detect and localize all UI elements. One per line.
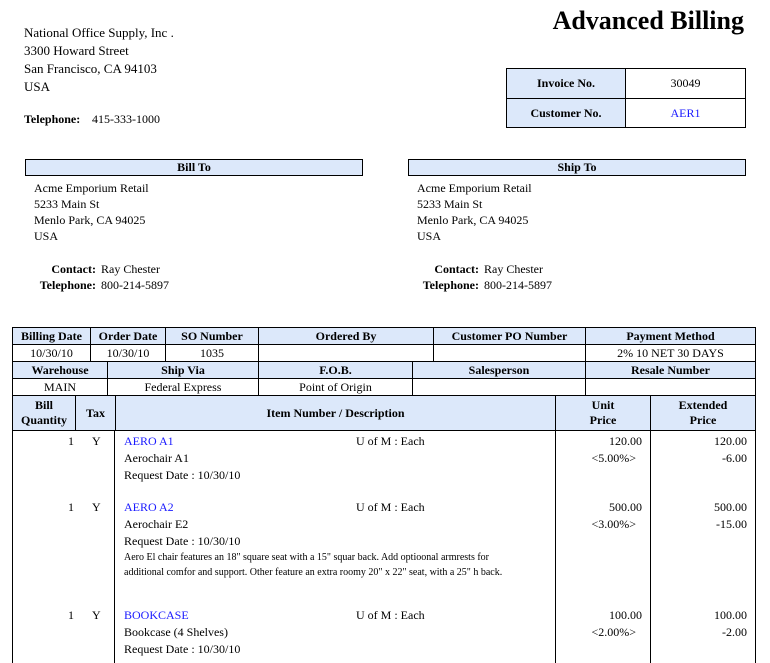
item-unit-price: 120.00 (609, 434, 642, 448)
bill-to-city: Menlo Park, CA 94025 (34, 213, 146, 227)
item-number-link[interactable]: BOOKCASE (124, 608, 189, 622)
resale-number (585, 378, 756, 396)
warehouse-header: Warehouse (12, 361, 108, 379)
ship-to-contact: Ray Chester (484, 262, 543, 276)
ship-via-header: Ship Via (107, 361, 259, 379)
company-city: San Francisco, CA 94103 (24, 61, 157, 76)
item-number-link[interactable]: AERO A2 (124, 500, 174, 514)
company-telephone-label: Telephone: (24, 112, 81, 126)
salesperson-header: Salesperson (412, 361, 586, 379)
tax-header: Tax (75, 395, 116, 431)
item-uom: U of M : Each (356, 434, 425, 448)
payment-method-header: Payment Method (585, 327, 756, 345)
warehouse: MAIN (12, 378, 108, 396)
item-extended-discount: -2.00 (722, 625, 747, 639)
company-telephone: 415-333-1000 (92, 112, 160, 126)
customer-no-label: Customer No. (506, 98, 626, 128)
item-uom: U of M : Each (356, 500, 425, 514)
ship-to-telephone: 800-214-5897 (484, 278, 552, 292)
so-number-header: SO Number (165, 327, 259, 345)
item-request-date: Request Date : 10/30/10 (124, 534, 241, 548)
invoice-no: 30049 (625, 68, 746, 99)
item-number-link[interactable]: AERO A1 (124, 434, 174, 448)
resale-number-header: Resale Number (585, 361, 756, 379)
ship-to-contact-label: Contact: (434, 262, 479, 276)
item-note: Aero El chair features an 18" square seat with a 15" squar back. Add optioonal armrests for additional comfor and support. Other feature an extra roomy 20" x 22" seat, with a 25" h back. (124, 552, 503, 578)
unit-price-header: Unit Price (555, 395, 651, 431)
item-extended-price: 500.00 (714, 500, 747, 514)
item-description: Aerochair E2 (124, 517, 189, 531)
ordered-by-header: Ordered By (258, 327, 434, 345)
bill-to-name: Acme Emporium Retail (34, 181, 149, 195)
bill-quantity-header: Bill Quantity (12, 395, 76, 431)
item-extended-discount: -6.00 (722, 451, 747, 465)
item-discount: <2.00%> (591, 625, 636, 639)
invoice-no-label: Invoice No. (506, 68, 626, 99)
ship-to-street: 5233 Main St (417, 197, 483, 211)
item-quantity: 1 (68, 434, 74, 448)
payment-method: 2% 10 NET 30 DAYS (585, 344, 756, 362)
order-date-header: Order Date (90, 327, 166, 345)
item-tax: Y (92, 608, 101, 622)
bill-to-street: 5233 Main St (34, 197, 100, 211)
item-discount: <5.00%> (591, 451, 636, 465)
item-tax: Y (92, 500, 101, 514)
item-extended-discount: -15.00 (716, 517, 747, 531)
item-request-date: Request Date : 10/30/10 (124, 642, 241, 656)
item-extended-price: 100.00 (714, 608, 747, 622)
ship-to-header: Ship To (408, 159, 746, 176)
item-tax: Y (92, 434, 101, 448)
item-request-date: Request Date : 10/30/10 (124, 468, 241, 482)
item-description: Aerochair A1 (124, 451, 189, 465)
bill-to-contact-label: Contact: (51, 262, 96, 276)
customer-no[interactable]: AER1 (625, 98, 746, 128)
salesperson (412, 378, 586, 396)
bill-to-contact: Ray Chester (101, 262, 160, 276)
ship-to-country: USA (417, 229, 442, 243)
ship-to-name: Acme Emporium Retail (417, 181, 532, 195)
item-extended-price: 120.00 (714, 434, 747, 448)
ship-to-telephone-label: Telephone: (422, 278, 479, 292)
ordered-by (258, 344, 434, 362)
bill-to-telephone: 800-214-5897 (101, 278, 169, 292)
item-discount: <3.00%> (591, 517, 636, 531)
item-unit-price: 100.00 (609, 608, 642, 622)
item-description: Bookcase (4 Shelves) (124, 625, 228, 639)
item-unit-price: 500.00 (609, 500, 642, 514)
billing-date: 10/30/10 (12, 344, 91, 362)
description-header: Item Number / Description (115, 395, 556, 431)
fob-header: F.O.B. (258, 361, 413, 379)
item-quantity: 1 (68, 608, 74, 622)
bill-to-telephone-label: Telephone: (39, 278, 96, 292)
bill-to-country: USA (34, 229, 59, 243)
item-uom: U of M : Each (356, 608, 425, 622)
item-quantity: 1 (68, 500, 74, 514)
extended-price-header: Extended Price (650, 395, 756, 431)
ship-via: Federal Express (107, 378, 259, 396)
ship-to-city: Menlo Park, CA 94025 (417, 213, 529, 227)
customer-po (433, 344, 586, 362)
fob: Point of Origin (258, 378, 413, 396)
page-title: Advanced Billing (552, 6, 744, 35)
company-name: National Office Supply, Inc . (24, 25, 174, 40)
bill-to-header: Bill To (25, 159, 363, 176)
order-date: 10/30/10 (90, 344, 166, 362)
company-country: USA (24, 79, 51, 94)
billing-date-header: Billing Date (12, 327, 91, 345)
company-street: 3300 Howard Street (24, 43, 129, 58)
customer-po-header: Customer PO Number (433, 327, 586, 345)
so-number: 1035 (165, 344, 259, 362)
